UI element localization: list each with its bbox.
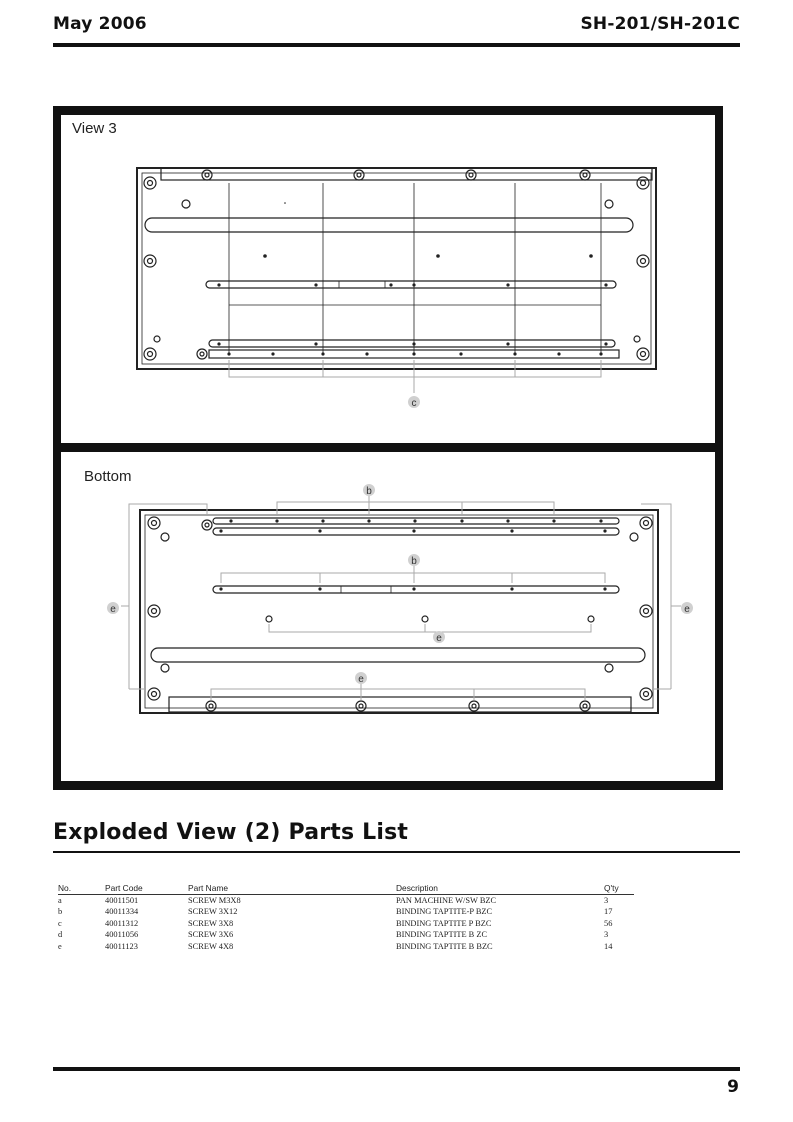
header-model: SH-201/SH-201C xyxy=(580,14,740,34)
cell-description: BINDING TAPTITE B BZC xyxy=(396,941,493,951)
cell-part-name: SCREW M3X8 xyxy=(188,896,241,905)
callout-e-left: e xyxy=(110,604,116,615)
table-row xyxy=(58,895,634,907)
header-rule xyxy=(53,43,740,47)
col-header-part-name: Part Name xyxy=(188,882,396,895)
callout-e-lower: e xyxy=(358,674,364,685)
footer-rule xyxy=(53,1067,740,1071)
header-date: May 2006 xyxy=(53,14,147,34)
cell-no: b xyxy=(58,907,63,917)
col-header-part-code: Part Code xyxy=(105,882,188,895)
page-number: 9 xyxy=(727,1077,739,1097)
cell-part-code: 40011501 xyxy=(105,896,139,905)
bottom-label: Bottom xyxy=(84,468,132,485)
view-3-label: View 3 xyxy=(72,120,117,137)
section-title: Exploded View (2) Parts List xyxy=(53,820,409,845)
cell-no: e xyxy=(58,941,62,951)
cell-description: PAN MACHINE W/SW BZC xyxy=(396,896,497,905)
cell-part-name: SCREW 3X6 xyxy=(188,930,234,940)
table-row xyxy=(58,906,634,917)
cell-part-code: 40011056 xyxy=(105,930,139,940)
table-row xyxy=(58,941,634,952)
cell-no: c xyxy=(58,918,62,928)
callout-c: c xyxy=(411,398,417,409)
bottom-view-panel xyxy=(61,452,715,781)
cell-qty: 56 xyxy=(604,918,613,928)
bottom-view-drawing xyxy=(61,452,715,781)
table-row xyxy=(58,918,634,929)
cell-qty: 3 xyxy=(604,896,609,905)
cell-part-code: 40011123 xyxy=(105,941,138,951)
view-3-drawing xyxy=(61,115,715,443)
parts-list-table xyxy=(58,882,634,952)
table-row xyxy=(58,929,634,940)
col-header-description: Description xyxy=(396,882,604,895)
cell-no: d xyxy=(58,930,63,940)
col-header-qty: Q'ty xyxy=(604,882,634,895)
cell-qty: 3 xyxy=(604,930,609,940)
callout-e-center: e xyxy=(436,633,442,644)
cell-part-name: SCREW 3X8 xyxy=(188,918,234,928)
callout-b-middle: b xyxy=(411,556,417,567)
view-3-panel xyxy=(61,115,715,443)
cell-part-code: 40011312 xyxy=(105,918,139,928)
exploded-view-frame xyxy=(53,106,723,790)
col-header-no: No. xyxy=(58,882,105,895)
cell-part-name: SCREW 3X12 xyxy=(188,907,238,917)
cell-description: BINDING TAPTITE B ZC xyxy=(396,930,488,940)
cell-part-name: SCREW 4X8 xyxy=(188,941,234,951)
cell-qty: 14 xyxy=(604,941,613,951)
callout-e-right: e xyxy=(684,604,690,615)
cell-description: BINDING TAPTITE P BZC xyxy=(396,918,492,928)
cell-description: BINDING TAPTITE-P BZC xyxy=(396,907,493,917)
callout-b-upper: b xyxy=(366,486,372,497)
parts-table-header xyxy=(58,882,634,895)
cell-part-code: 40011334 xyxy=(105,907,139,917)
section-rule xyxy=(53,851,740,853)
cell-no: a xyxy=(58,896,62,905)
cell-qty: 17 xyxy=(604,907,613,917)
